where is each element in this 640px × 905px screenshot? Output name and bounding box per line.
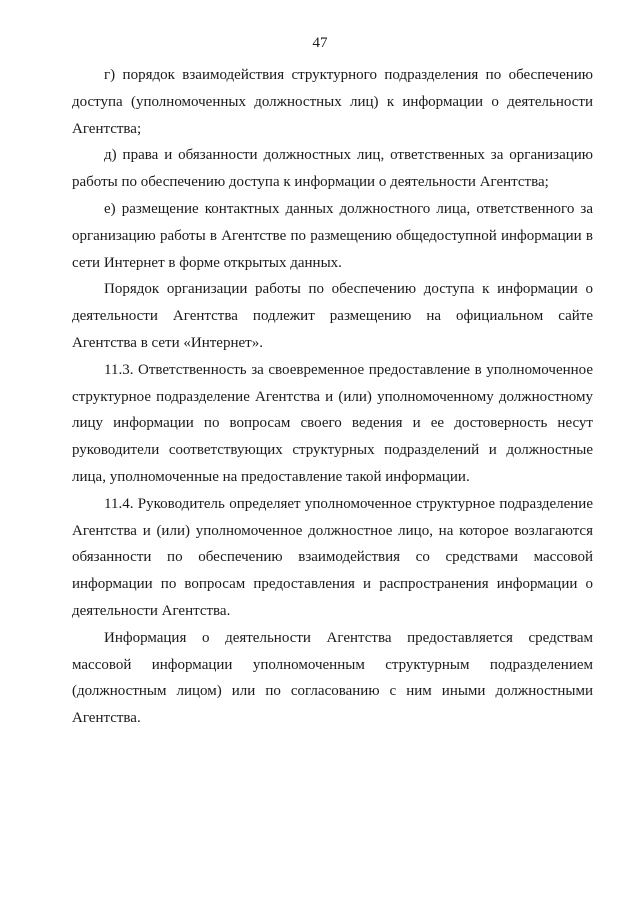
- paragraph-item-d: д) права и обязанности должностных лиц, ответственных за организацию работы по обеспечению доступа к информации о деятельности Агентства;: [72, 147, 593, 191]
- paragraph-item-g: г) порядок взаимодействия структурного подразделения по обеспечению доступа (уполномоченных должностных лиц) к информации о деятельности Агентства;: [72, 67, 593, 137]
- paragraph-media-info: Информация о деятельности Агентства предоставляется средствам массовой информации уполномоченным структурным подразделением (должностным лицом) или по согласованию с ним иными должностными Агентства.: [72, 629, 593, 727]
- paragraph-item-e: е) размещение контактных данных должностного лица, ответственного за организацию работы в Агентстве по размещению общедоступной информации в сети Интернет в форме открытых данных.: [72, 200, 593, 271]
- paragraph-11-4: 11.4. Руководитель определяет уполномоченное структурное подразделение Агентства и (или) уполномоченное должностное лицо, на которое возлагаются обязанности по обеспечению взаимодействия со средствами массовой информации по вопросам предоставления и распространения информации о деятельности Агентства.: [72, 495, 593, 619]
- paragraph-11-3: 11.3. Ответственность за своевременное предоставление в уполномоченное структурное подразделение Агентства и (или) уполномоченному должностному лицу информации по вопросам своего ведения и ее достоверность несут руководители соответствующих структурных подразделений и должностные лица, уполномоченные на предоставление такой информации.: [72, 361, 593, 485]
- document-body: [72, 62, 593, 732]
- page-number: 47: [312, 35, 328, 51]
- paragraph-publication-order: Порядок организации работы по обеспечению доступа к информации о деятельности Агентства подлежит размещению на официальном сайте Агентства в сети «Интернет».: [72, 281, 593, 351]
